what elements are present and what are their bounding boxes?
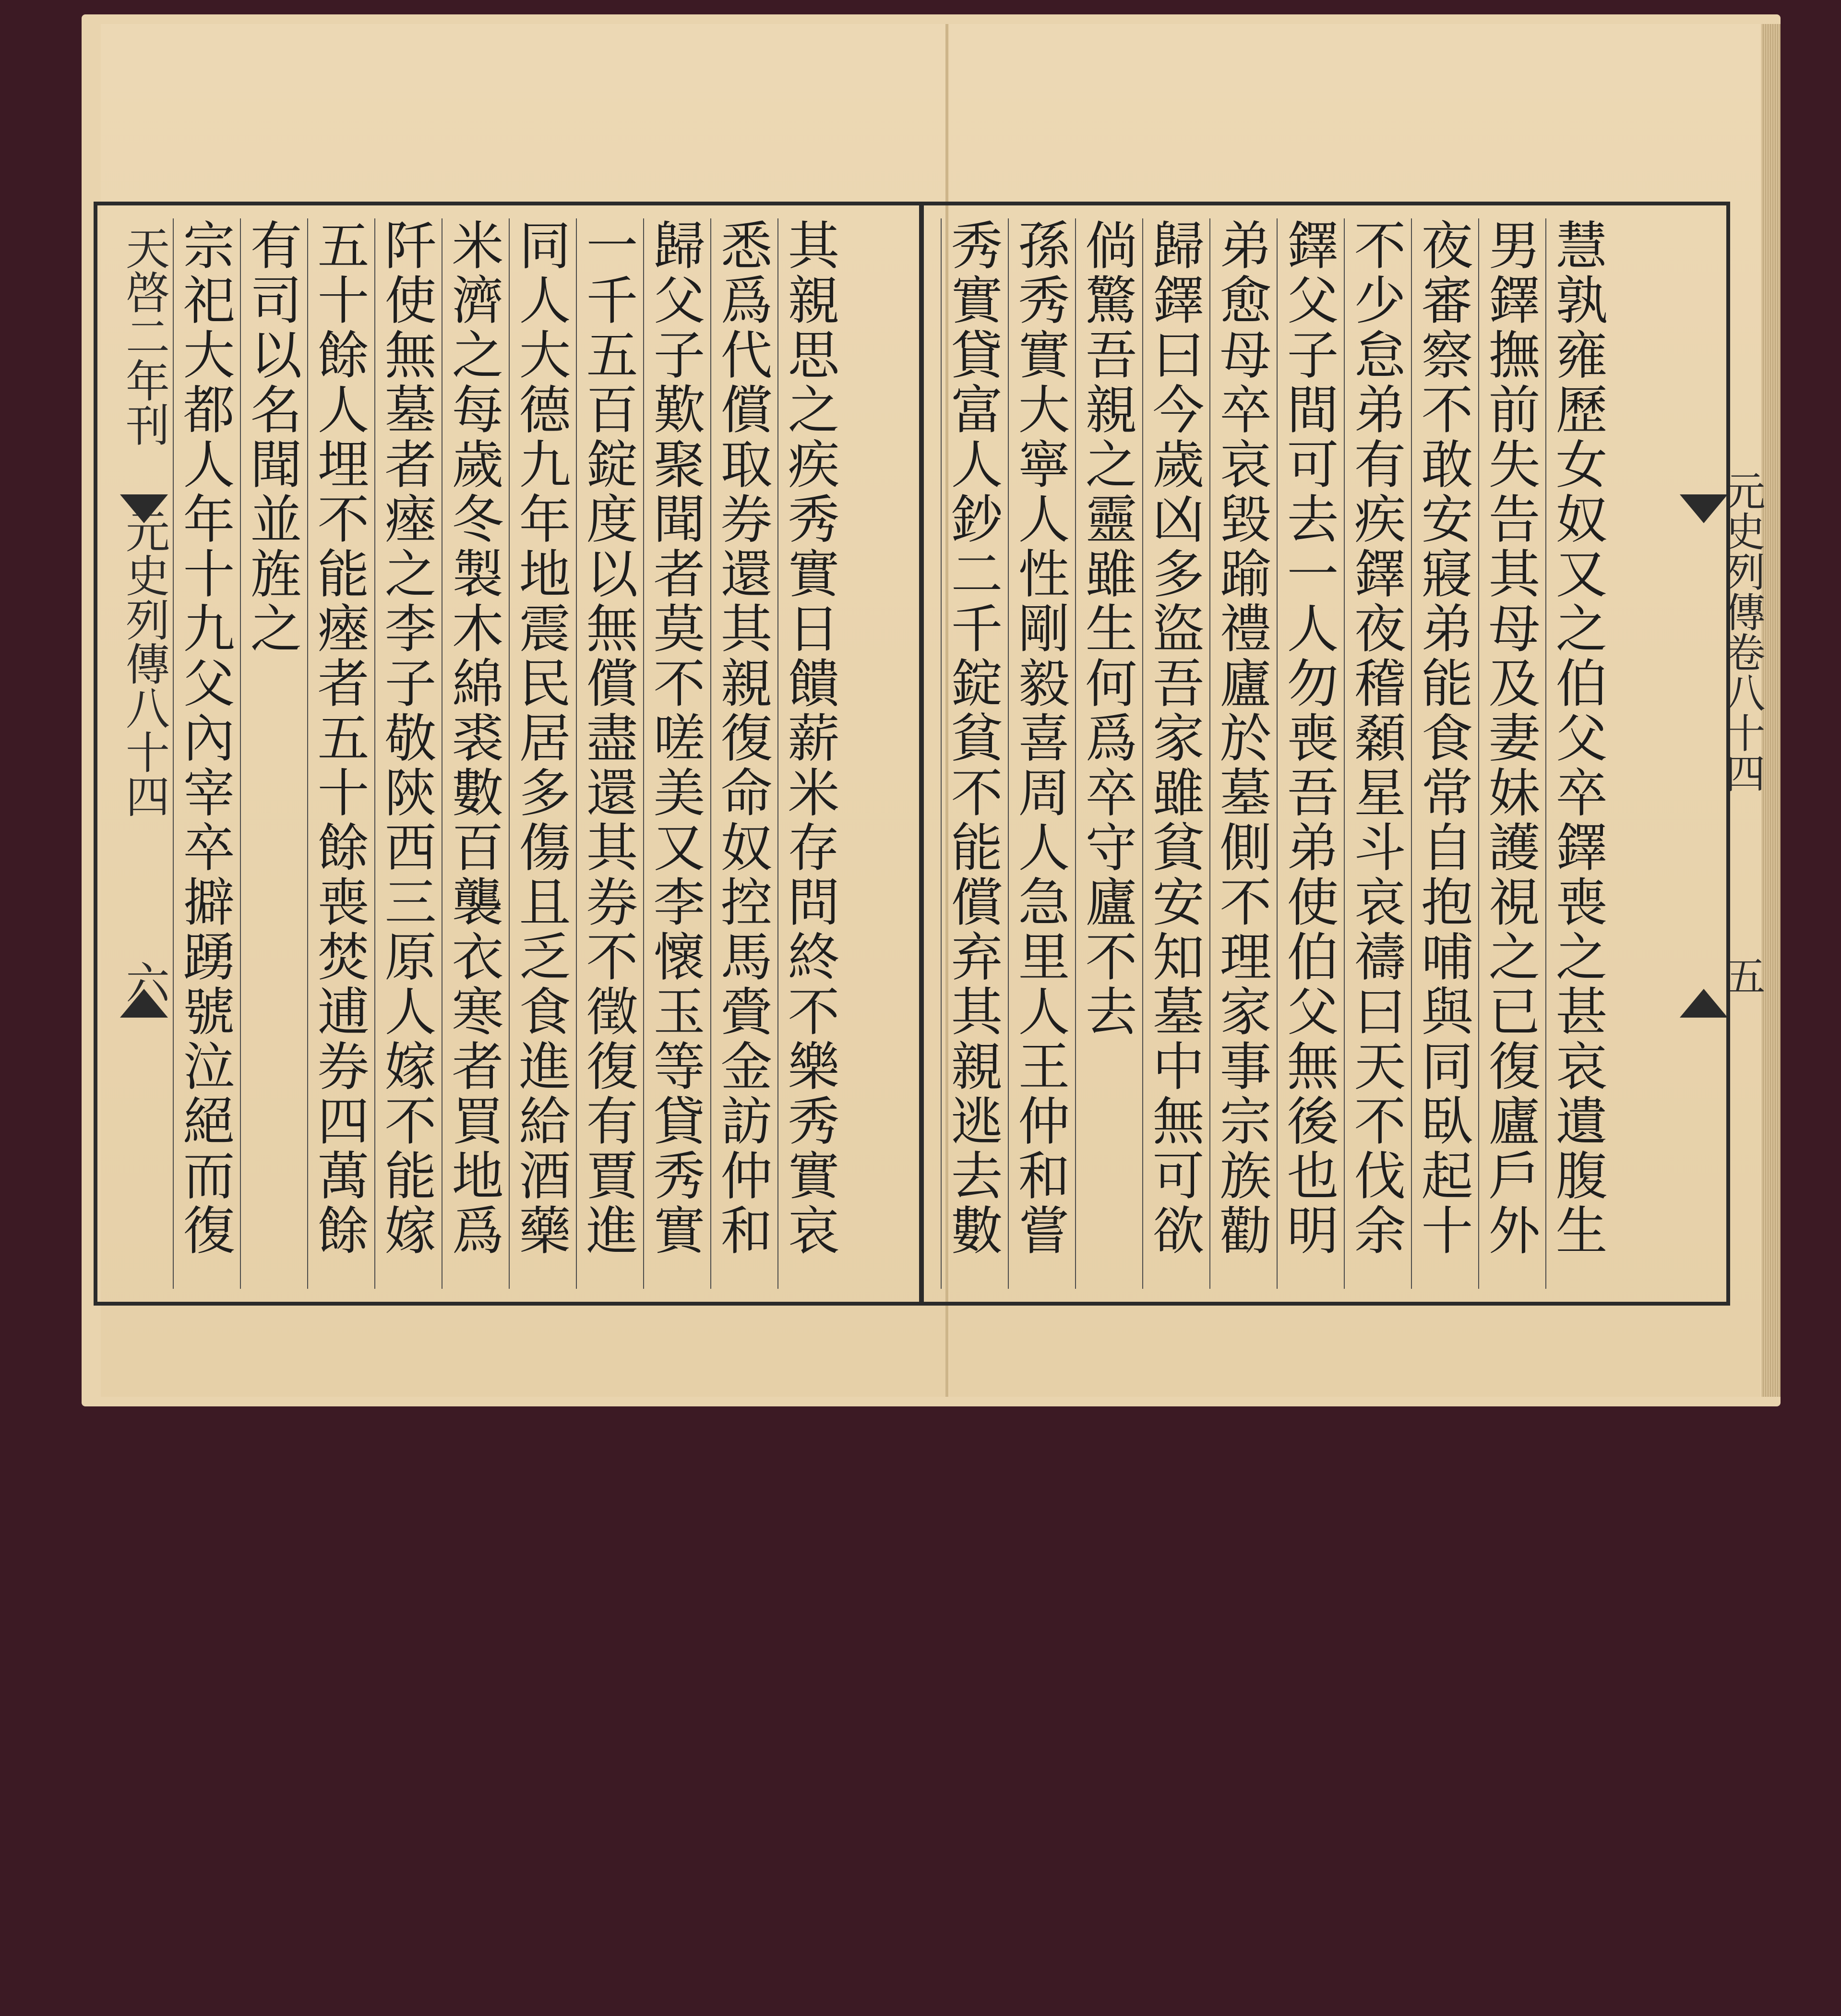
left-column-9: 悉爲代償取券還其親復命奴控馬賫金訪仲和 (710, 218, 773, 1289)
left-column-8: 歸父子歎聚聞者莫不嗟美又李懷玉等貸秀實 (643, 218, 705, 1289)
right-column-3: 倘驚吾親之靈雖生何爲卒守廬不去 (1075, 218, 1137, 1289)
right-column-7: 不少怠弟有疾鐸夜稽顙星斗哀禱曰天不伐余 (1344, 218, 1406, 1289)
left-column-7: 一千五百錠度以無償盡還其券不徵復有賈進 (576, 218, 638, 1289)
left-fish-tail-bottom (120, 989, 168, 1018)
right-fold-folio: 五 (1719, 955, 1766, 996)
right-column-10: 慧孰雍歷女奴又之伯父卒鐸喪之甚哀遺腹生 (1545, 218, 1608, 1289)
left-fish-tail-top (120, 494, 168, 523)
right-column-8: 夜審察不敢安寢弟能食常自抱哺與同臥起十 (1411, 218, 1473, 1289)
left-column-4: 阡使無墓者瘞之李子敬陝西三原人嫁不能嫁 (374, 218, 437, 1289)
right-column-2: 孫秀實大寧人性剛毅喜周人急里人王仲和嘗 (1008, 218, 1070, 1289)
left-column-5: 米濟之每歲冬製木綿裘數百襲衣寒者買地爲 (442, 218, 504, 1289)
left-column-10: 其親思之疾秀實日饋薪米存問終不樂秀實哀 (777, 218, 840, 1289)
right-column-4: 歸鐸曰今歲凶多盜吾家雖貧安知墓中無可欲 (1142, 218, 1205, 1289)
left-column-1: 宗祀大都人年十九父內宰卒擗踴號泣絕而復 (173, 218, 235, 1289)
right-column-6: 鐸父子間可去一人勿喪吾弟使伯父無後也明 (1277, 218, 1339, 1289)
left-margin-folio: 六 (119, 960, 170, 1004)
right-column-5: 弟愈母卒哀毀踰禮廬於墓側不理家事宗族勸 (1209, 218, 1272, 1289)
right-fold-title: 元史列傳卷八十四 (1719, 470, 1766, 793)
right-column-9: 男鐸撫前失告其母及妻妹護視之已復廬戶外 (1478, 218, 1541, 1289)
left-margin-title: 元史列傳八十四 (119, 509, 170, 818)
left-column-2: 有司以名聞並旌之 (240, 218, 302, 1289)
left-column-3: 五十餘人埋不能瘞者五十餘喪焚逋券四萬餘 (307, 218, 370, 1289)
right-column-1: 秀實貸富人鈔二千錠貧不能償弃其親逃去數 (941, 218, 1003, 1289)
left-margin-edition: 天啓二年刊 (119, 226, 170, 446)
left-column-6: 同人大德九年地震民居多傷且乏食進給酒藥 (509, 218, 571, 1289)
